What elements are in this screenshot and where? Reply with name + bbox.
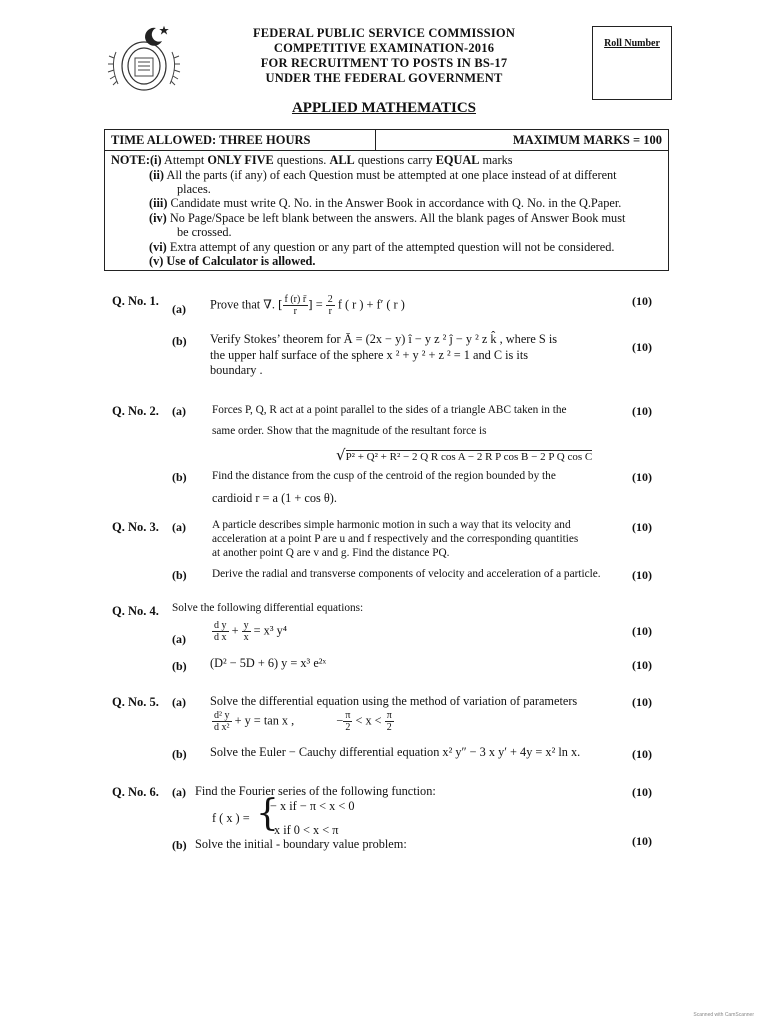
roll-number-label: Roll Number <box>604 38 660 49</box>
q6-part-a-text: Find the Fourier series of the following function: <box>195 784 436 798</box>
q3-part-b-label: (b) <box>172 568 187 582</box>
q6-part-a-marks: (10) <box>632 785 652 799</box>
note-4-cont: be crossed. <box>177 225 232 239</box>
q1-part-b-line-1: Verify Stokes’ theorem for Ā = (2x − y) î − y z ² ĵ − y ² z k̂ , where S is <box>210 332 558 346</box>
q3-part-a-line-3: at another point Q are v and g. Find the distance PQ. <box>212 547 450 559</box>
time-marks-row <box>105 130 668 151</box>
header-line-3: FOR RECRUITMENT TO POSTS IN BS-17 <box>260 56 508 70</box>
q5-part-b-label: (b) <box>172 747 187 761</box>
q4-part-a-label: (a) <box>172 632 186 646</box>
q3-part-a-label: (a) <box>172 520 186 534</box>
question-5-number: Q. No. 5. <box>112 695 159 709</box>
q5-part-a-marks: (10) <box>632 695 652 709</box>
subject-title: APPLIED MATHEMATICS <box>291 100 477 116</box>
note-2-cont: places. <box>177 182 211 196</box>
scanner-watermark: Scanned with CamScanner <box>693 1012 754 1018</box>
q2-part-a-line-1: Forces P, Q, R act at a point parallel to the sides of a triangle ABC taken in the <box>212 404 567 416</box>
maximum-marks: MAXIMUM MARKS = 100 <box>512 133 662 147</box>
question-1-number: Q. No. 1. <box>112 294 159 308</box>
instructions-box <box>104 129 669 271</box>
q2-part-b-label: (b) <box>172 470 187 484</box>
q5-part-a-equation: $\frac{\text{d² y}}{\text{d x²}}$ + y = tan x , − $\frac{\pi}{2}$ < x < $\frac{\pi}{2}$ <box>214 710 392 733</box>
q1-part-b-label: (b) <box>172 334 187 348</box>
q4-part-b-marks: (10) <box>632 658 652 672</box>
q4-part-b-equation: (D² − 5D + 6) y = x³ e²ˣ <box>210 656 327 670</box>
header-line-1: FEDERAL PUBLIC SERVICE COMMISSION <box>252 26 516 40</box>
q6-part-b-label: (b) <box>172 838 187 852</box>
q2-resultant-formula: √P² + Q² + R² − 2 Q R cos A − 2 R P cos B − 2 P Q cos C <box>336 446 593 464</box>
q5-part-a-label: (a) <box>172 695 186 709</box>
q1-part-b-line-3: boundary . <box>210 363 263 377</box>
q6-case-1: − x if − π < x < 0 <box>270 799 355 813</box>
note-1: NOTE:(i) Attempt ONLY FIVE questions. ALL questions carry EQUAL marks <box>111 153 513 167</box>
q3-part-a-marks: (10) <box>632 520 652 534</box>
q6-part-a-label: (a) <box>172 785 186 799</box>
q5-part-b-marks: (10) <box>632 747 652 761</box>
header-line-4: UNDER THE FEDERAL GOVERNMENT <box>265 71 503 85</box>
q6-part-b-marks: (10) <box>632 834 652 848</box>
q6-function-lhs: f ( x ) = <box>212 811 250 825</box>
question-3-number: Q. No. 3. <box>112 520 159 534</box>
header-line-2: COMPETITIVE EXAMINATION-2016 <box>273 41 495 55</box>
q6-case-2: x if 0 < x < π <box>274 823 339 837</box>
q1-part-a-marks: (10) <box>632 294 652 308</box>
q4-part-a-equation: $\frac{\text{d y}}{\text{d x}}$ + $\frac{y}{x}$ = x³ y⁴ <box>214 620 288 643</box>
q3-part-b-marks: (10) <box>632 568 652 582</box>
q2-part-b-line-2: cardioid r = a (1 + cos θ). <box>212 491 337 505</box>
q2-part-b-marks: (10) <box>632 470 652 484</box>
question-2-number: Q. No. 2. <box>112 404 159 418</box>
q4-part-b-label: (b) <box>172 659 187 673</box>
note-2: (ii) All the parts (if any) of each Question must be attempted at one place instead of at different <box>149 168 617 182</box>
note-6: (v) Use of Calculator is allowed. <box>149 254 316 268</box>
roll-number-box[interactable] <box>592 26 672 100</box>
q3-part-b-text: Derive the radial and transverse components of velocity and acceleration of a particle. <box>212 568 601 580</box>
question-4-number: Q. No. 4. <box>112 604 159 618</box>
q2-part-a-marks: (10) <box>632 404 652 418</box>
q4-intro: Solve the following differential equations: <box>172 602 364 614</box>
q6-part-b-text: Solve the initial - boundary value problem: <box>195 837 407 851</box>
q2-part-a-label: (a) <box>172 404 186 418</box>
q1-part-a-text: Prove that ∇. [ $\frac{f (r) r̄}{r}$ ] = $\frac{2}{r}$ f ( r ) + f′ ( r ) <box>210 294 405 317</box>
q4-part-a-marks: (10) <box>632 624 652 638</box>
q3-part-a-line-1: A particle describes simple harmonic motion in such a way that its velocity and <box>212 519 571 531</box>
note-4: (iv) No Page/Space be left blank between the answers. All the blank pages of Answer Book must <box>149 211 626 225</box>
q5-part-a-text: Solve the differential equation using the method of variation of parameters <box>210 694 578 708</box>
q1-part-b-line-2: the upper half surface of the sphere x ² + y ² + z ² = 1 and C is its <box>210 348 529 362</box>
q2-part-b-line-1: Find the distance from the cusp of the centroid of the region bounded by the <box>212 470 556 482</box>
q3-part-a-line-2: acceleration at a point P are u and f respectively and the corresponding quantities <box>212 533 579 545</box>
q1-part-b-marks: (10) <box>632 340 652 354</box>
question-6-number: Q. No. 6. <box>112 785 159 799</box>
row-divider <box>375 130 376 150</box>
note-5: (vi) Extra attempt of any question or any part of the attempted question will not be considered. <box>149 240 615 254</box>
q2-part-a-line-2: same order. Show that the magnitude of the resultant force is <box>212 425 487 437</box>
q5-part-b-text: Solve the Euler − Cauchy differential equation x² y″ − 3 x y′ + 4y = x² ln x. <box>210 745 581 759</box>
note-3: (iii) Candidate must write Q. No. in the Answer Book in accordance with Q. No. in the Q.Paper. <box>149 196 622 210</box>
time-allowed: TIME ALLOWED: THREE HOURS <box>111 133 311 147</box>
q1-part-a-label: (a) <box>172 302 186 316</box>
q6-piecewise-brace: { <box>256 793 279 834</box>
